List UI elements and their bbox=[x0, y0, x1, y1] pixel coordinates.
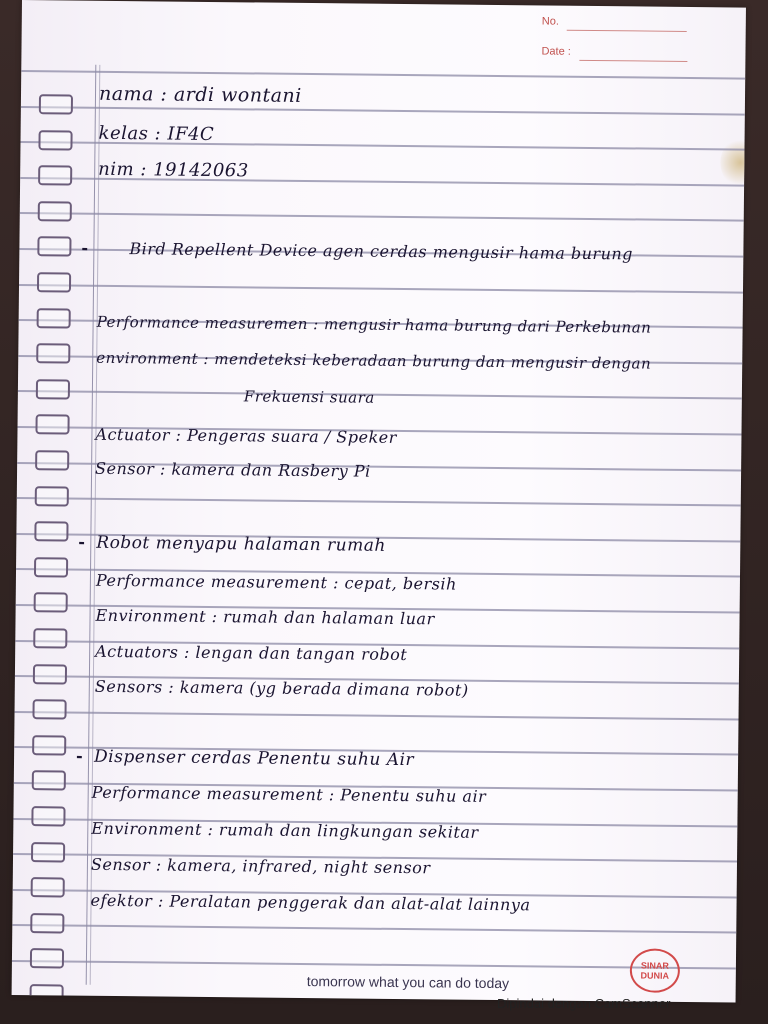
binding-ring bbox=[30, 913, 64, 933]
binding-ring bbox=[38, 165, 72, 185]
paper-stain bbox=[720, 137, 746, 187]
binding-ring bbox=[38, 130, 72, 150]
binding-ring bbox=[32, 771, 66, 791]
section-3-environment: Environment : rumah dan lingkungan sekitar bbox=[91, 818, 479, 842]
ruled-line bbox=[12, 960, 736, 970]
section-2-actuators: Actuators : lengan dan tangan robot bbox=[95, 641, 408, 665]
binding-ring bbox=[32, 699, 66, 719]
binding-ring bbox=[35, 415, 69, 435]
section-1-sensor: Sensor : kamera dan Rasbery Pi bbox=[95, 458, 371, 481]
section-2-environment: Environment : rumah dan halaman luar bbox=[95, 605, 435, 629]
binding-ring bbox=[37, 272, 71, 292]
stamp-line-1: SINAR bbox=[640, 960, 669, 971]
no-label: No. bbox=[541, 15, 559, 28]
date-label: Date : bbox=[541, 45, 571, 58]
binding-ring bbox=[32, 735, 66, 755]
binding-ring bbox=[37, 308, 71, 328]
binding-ring bbox=[31, 877, 65, 897]
section-3-dash: - bbox=[75, 746, 83, 766]
section-1-environment-cont: Frekuensi suara bbox=[243, 387, 375, 407]
ruled-line bbox=[18, 390, 742, 400]
section-2-title: Robot menyapu halaman rumah bbox=[96, 532, 386, 556]
ruled-line bbox=[15, 711, 739, 721]
sinar-dunia-logo bbox=[630, 948, 680, 993]
camscanner-watermark: Dipindai dengan CamScanner bbox=[497, 996, 671, 1011]
section-3-efektor: efektor : Peralatan penggerak dan alat-alat lainnya bbox=[90, 890, 531, 915]
binding-ring bbox=[39, 94, 73, 114]
binding-ring bbox=[34, 557, 68, 577]
section-2-performance: Performance measurement : cepat, bersih bbox=[95, 570, 457, 594]
binding-ring bbox=[36, 343, 70, 363]
binding-ring bbox=[31, 842, 65, 862]
binding-ring bbox=[35, 450, 69, 470]
binding-ring bbox=[31, 806, 65, 826]
section-2-sensors: Sensors : kamera (yg berada dimana robot) bbox=[94, 676, 469, 700]
binding-ring bbox=[38, 201, 72, 221]
no-line bbox=[567, 30, 687, 32]
ruled-line bbox=[19, 284, 743, 294]
binding-ring bbox=[33, 628, 67, 648]
student-name: nama : ardi wontani bbox=[98, 82, 302, 107]
section-1-performance: Performance measuremen : mengusir hama burung dari Perkebunan bbox=[96, 312, 652, 337]
notebook-motto: tomorrow what you can do today bbox=[306, 973, 510, 992]
section-1-actuator: Actuator : Pengeras suara / Speker bbox=[95, 424, 397, 447]
binding-ring bbox=[30, 949, 64, 969]
section-1-dash: - bbox=[81, 238, 89, 258]
binding-ring bbox=[36, 379, 70, 399]
student-nim: nim : 19142063 bbox=[98, 158, 249, 182]
section-1-title: Bird Repellent Device agen cerdas mengusir hama burung bbox=[129, 239, 634, 264]
binding-ring bbox=[34, 521, 68, 541]
ruled-line bbox=[17, 497, 741, 507]
binding-ring bbox=[37, 237, 71, 257]
ruled-line bbox=[21, 106, 745, 116]
date-line bbox=[579, 60, 687, 62]
section-3-title: Dispenser cerdas Penentu suhu Air bbox=[93, 746, 415, 771]
section-3-sensor: Sensor : kamera, infrared, night sensor bbox=[90, 854, 431, 878]
ruled-line bbox=[12, 924, 736, 934]
binding-ring bbox=[33, 664, 67, 684]
section-2-dash: - bbox=[78, 532, 86, 552]
section-3-performance: Performance measurement : Penentu suhu air bbox=[91, 782, 487, 806]
binding-ring bbox=[35, 486, 69, 506]
notebook-page bbox=[12, 0, 746, 1003]
binding-ring bbox=[34, 593, 68, 613]
ruled-line bbox=[21, 70, 745, 80]
student-class: kelas : IF4C bbox=[98, 122, 215, 146]
ruled-line bbox=[20, 212, 744, 222]
section-1-environment: environment : mendeteksi keberadaan burung dan mengusir dengan bbox=[96, 348, 652, 373]
stamp-line-2: DUNIA bbox=[640, 970, 670, 981]
